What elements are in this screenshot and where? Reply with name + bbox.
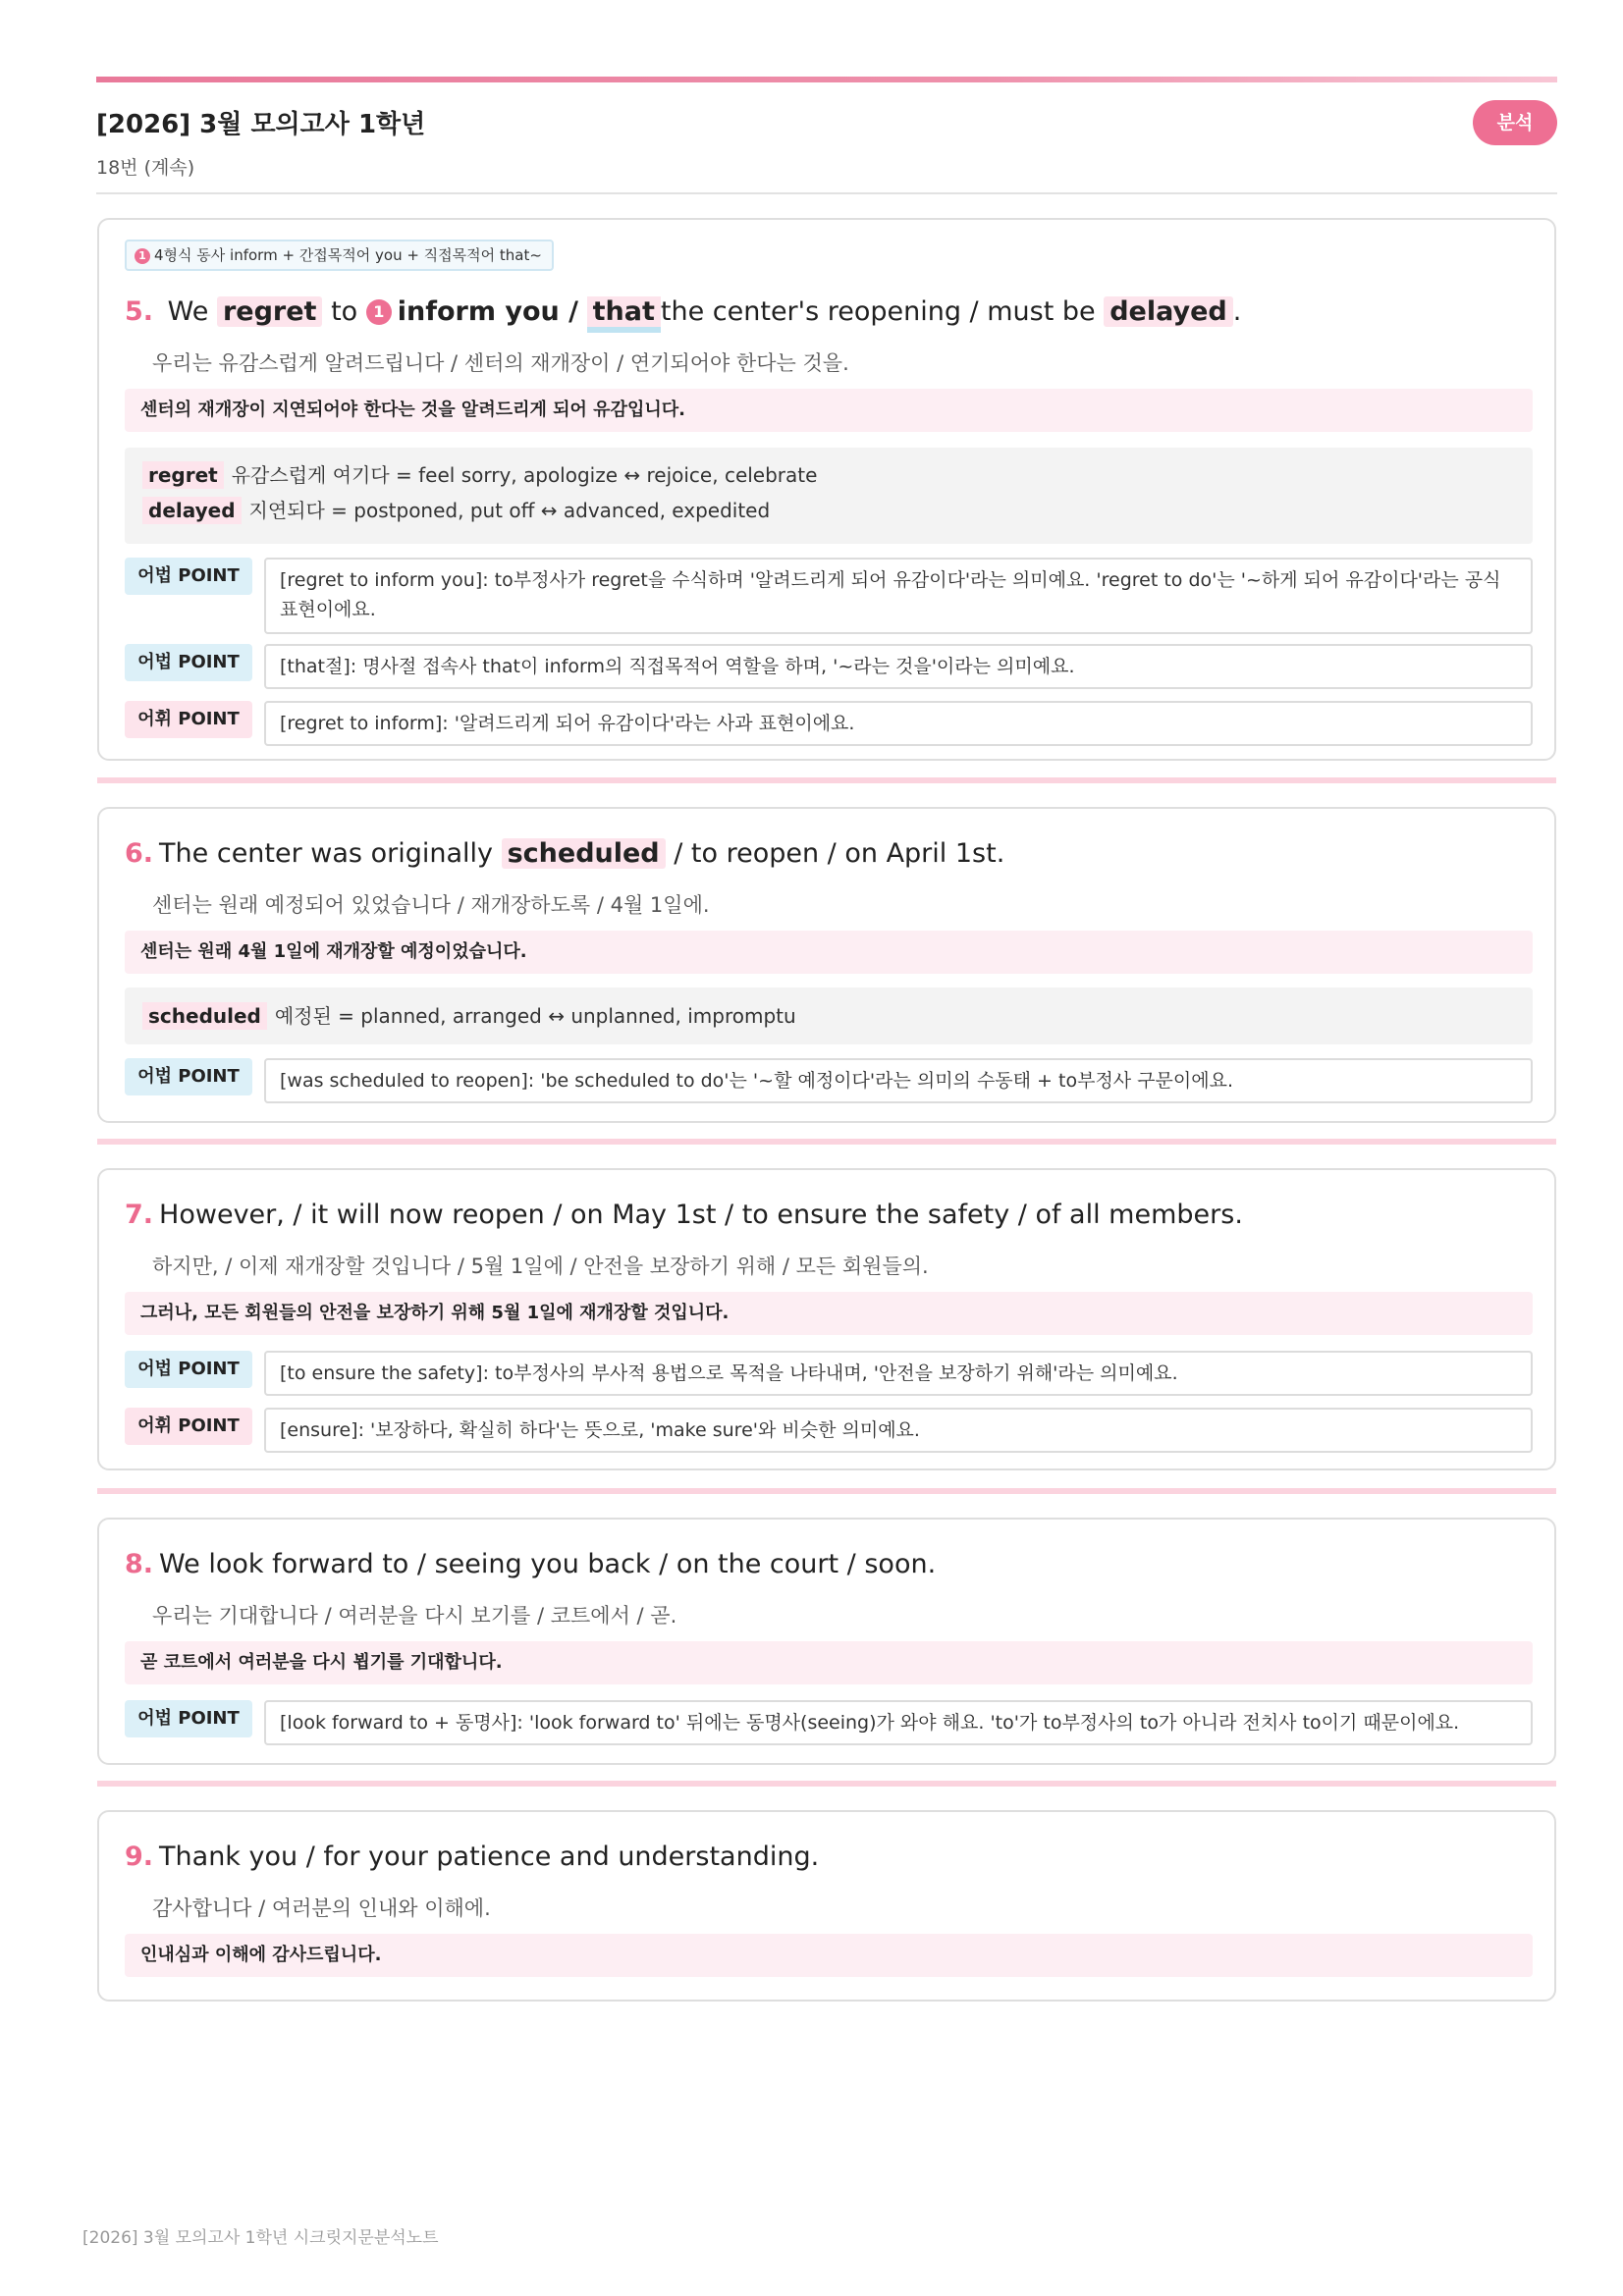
point-row [125,1058,1533,1103]
grammar-point-label: 어법 POINT [125,1351,252,1388]
page-subtitle: 18번 (계속) [96,157,195,179]
sentence-segment: We [167,296,209,327]
sentence-segment: The center was originally [159,838,493,869]
point-row [125,1408,1533,1453]
korean-chunk-translation: 감사합니다 / 여러분의 인내와 이해에. [152,1896,491,1920]
sentence-segment: the center's reopening / must be [660,296,1096,327]
highlighted-phrase: inform you / [397,296,579,327]
english-sentence [125,832,1004,876]
korean-full-translation: 센터의 재개장이 지연되어야 한다는 것을 알려드리게 되어 유감입니다. [125,389,1533,432]
vocab-item [142,493,1533,528]
korean-full-translation: 그러나, 모든 회원들의 안전을 보장하기 위해 5월 1일에 재개장할 것입니다. [125,1292,1533,1335]
highlighted-word: scheduled [502,838,666,869]
english-sentence [125,291,1241,334]
vocab-word: delayed [142,497,242,524]
vocab-word: regret [142,461,224,489]
analysis-badge: 분석 [1473,100,1557,145]
english-sentence [125,1836,819,1879]
highlighted-word: delayed [1104,296,1233,327]
sentence-segment: / to reopen / on April 1st. [674,838,1005,869]
sentence-card-5 [97,218,1556,761]
point-explanation: [regret to inform you]: to부정사가 regret을 수식하며 '알려드리게 되어 유감이다'라는 의미예요. 'regret to do'는 '~하게 되어 유감이다'라는 공식 표현이에요. [264,558,1533,634]
sentence-number: 9. [125,1842,154,1872]
vocab-definition: 예정된 = planned, arranged ↔ unplanned, impromptu [274,1004,796,1028]
sentence-number: 7. [125,1200,154,1230]
underlined-word: that [587,296,661,333]
sentence-card-7 [97,1168,1556,1470]
grammar-point-label: 어법 POINT [125,558,252,595]
vocab-item [142,457,1533,493]
section-divider [97,1781,1556,1787]
korean-chunk-translation: 우리는 유감스럽게 알려드립니다 / 센터의 재개장이 / 연기되어야 한다는 것을. [152,351,849,375]
point-explanation: [to ensure the safety]: to부정사의 부사적 용법으로 목적을 나타내며, '안전을 보장하기 위해'라는 의미예요. [264,1351,1533,1396]
sentence-text: We look forward to / seeing you back / on the court / soon. [159,1549,937,1579]
point-explanation: [ensure]: '보장하다, 확실히 하다'는 뜻으로, 'make sure'와 비슷한 의미예요. [264,1408,1533,1453]
point-explanation: [was scheduled to reopen]: 'be scheduled to do'는 '~할 예정이다'라는 의미의 수동태 + to부정사 구문이에요. [264,1058,1533,1103]
sentence-text: Thank you / for your patience and understanding. [159,1842,820,1872]
grammar-note-tag [125,240,554,271]
sentence-number: 8. [125,1549,154,1579]
sentence-card-6 [97,807,1556,1123]
page-footer: [2026] 3월 모의고사 1학년 시크릿지문분석노트 [82,2228,439,2248]
grammar-point-label: 어법 POINT [125,644,252,681]
vocab-box [125,988,1533,1044]
section-divider [97,1139,1556,1145]
sentence-card-9 [97,1810,1556,2002]
note-number-badge: 1 [135,248,150,264]
page-header [96,98,1557,194]
vocab-point-label: 어휘 POINT [125,1408,252,1445]
sentence-text: However, / it will now reopen / on May 1st / to ensure the safety / of all members. [159,1200,1243,1230]
sentence-number: 6. [125,838,154,869]
note-text: 4형식 동사 inform + 간접목적어 you + 직접목적어 that~ [154,246,542,264]
point-row [125,701,1533,746]
point-row [125,1700,1533,1745]
top-accent-bar [96,77,1557,82]
korean-full-translation: 센터는 원래 4월 1일에 재개장할 예정이었습니다. [125,931,1533,974]
korean-chunk-translation: 우리는 기대합니다 / 여러분을 다시 보기를 / 코트에서 / 곧. [152,1604,677,1628]
point-explanation: [that절]: 명사절 접속사 that이 inform의 직접목적어 역할을 하며, '~라는 것을'이라는 의미예요. [264,644,1533,689]
note-number-badge: 1 [366,299,392,325]
vocab-word: scheduled [142,1002,267,1030]
sentence-card-8 [97,1518,1556,1765]
highlighted-word: regret [217,296,323,327]
sentence-segment: . [1232,296,1242,327]
grammar-point-label: 어법 POINT [125,1058,252,1095]
korean-chunk-translation: 센터는 원래 예정되어 있었습니다 / 재개장하도록 / 4월 1일에. [152,893,710,917]
point-explanation: [regret to inform]: '알려드리게 되어 유감이다'라는 사과 표현이에요. [264,701,1533,746]
vocab-definition: 유감스럽게 여기다 = feel sorry, apologize ↔ rejoice, celebrate [231,463,818,487]
section-divider [97,1488,1556,1494]
vocab-definition: 지연되다 = postponed, put off ↔ advanced, expedited [248,499,771,522]
point-explanation: [look forward to + 동명사]: 'look forward to' 뒤에는 동명사(seeing)가 와야 해요. 'to'가 to부정사의 to가 아니라 전치사 to이기 때문이에요. [264,1700,1533,1745]
point-row [125,558,1533,634]
grammar-point-label: 어법 POINT [125,1700,252,1737]
sentence-segment: to [331,296,358,327]
english-sentence [125,1194,1243,1237]
english-sentence [125,1543,936,1586]
sentence-number: 5. [125,296,154,327]
korean-full-translation: 곧 코트에서 여러분을 다시 뵙기를 기대합니다. [125,1641,1533,1684]
korean-chunk-translation: 하지만, / 이제 재개장할 것입니다 / 5월 1일에 / 안전을 보장하기 위해 / 모든 회원들의. [152,1255,929,1278]
vocab-box [125,448,1533,544]
vocab-point-label: 어휘 POINT [125,701,252,738]
section-divider [97,777,1556,783]
point-row [125,644,1533,689]
page-title: [2026] 3월 모의고사 1학년 [96,110,426,139]
vocab-item [142,998,1533,1034]
korean-full-translation: 인내심과 이해에 감사드립니다. [125,1934,1533,1977]
point-row [125,1351,1533,1396]
